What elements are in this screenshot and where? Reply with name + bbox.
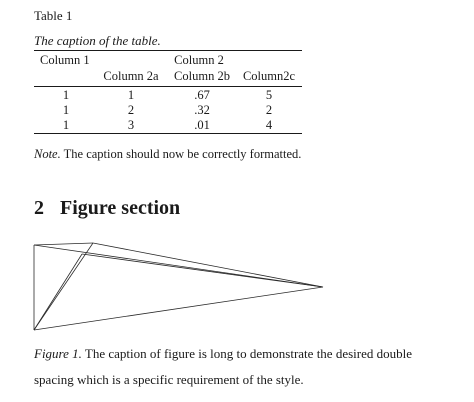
header-column-2b: Column 2b (174, 69, 230, 83)
table-note-text: The caption should now be correctly formatted. (60, 147, 302, 161)
figure-line (34, 287, 323, 330)
figure-caption-text-1: The caption of figure is long to demonstrate the desired double (81, 346, 412, 361)
table-cell: 1 (62, 88, 70, 102)
figure-line (34, 243, 93, 330)
figure-line (82, 254, 323, 287)
section-title: Figure section (60, 197, 181, 219)
figure-caption-line-1 (34, 346, 412, 362)
table-cell: .32 (194, 103, 210, 117)
table-cell: .01 (194, 118, 210, 132)
table-cell: 4 (265, 118, 273, 132)
header-column-2a: Column 2a (103, 69, 159, 83)
figure-line (34, 243, 93, 245)
table-note-label: Note. (34, 147, 61, 161)
section-number: 2 (34, 197, 44, 219)
table-cell: 1 (127, 88, 135, 102)
table-cell: 3 (127, 118, 135, 132)
table-cell: 5 (265, 88, 273, 102)
table-cell: .67 (194, 88, 210, 102)
header-column-2c: Column2c (242, 69, 296, 83)
figure-line (93, 243, 323, 287)
figure-caption-line-2: spacing which is a specific requirement of the style. (34, 372, 304, 387)
table-caption: The caption of the table. (34, 33, 161, 48)
table-cell: 2 (265, 103, 273, 117)
figure-line (34, 254, 82, 330)
table-label: Table 1 (34, 8, 73, 23)
table-cell: 1 (62, 103, 70, 117)
table-cell: 2 (127, 103, 135, 117)
figure-caption-label: Figure 1. (34, 346, 82, 361)
header-column-1: Column 1 (40, 53, 90, 67)
header-column-2-group: Column 2 (174, 53, 224, 67)
table-cell: 1 (62, 118, 70, 132)
